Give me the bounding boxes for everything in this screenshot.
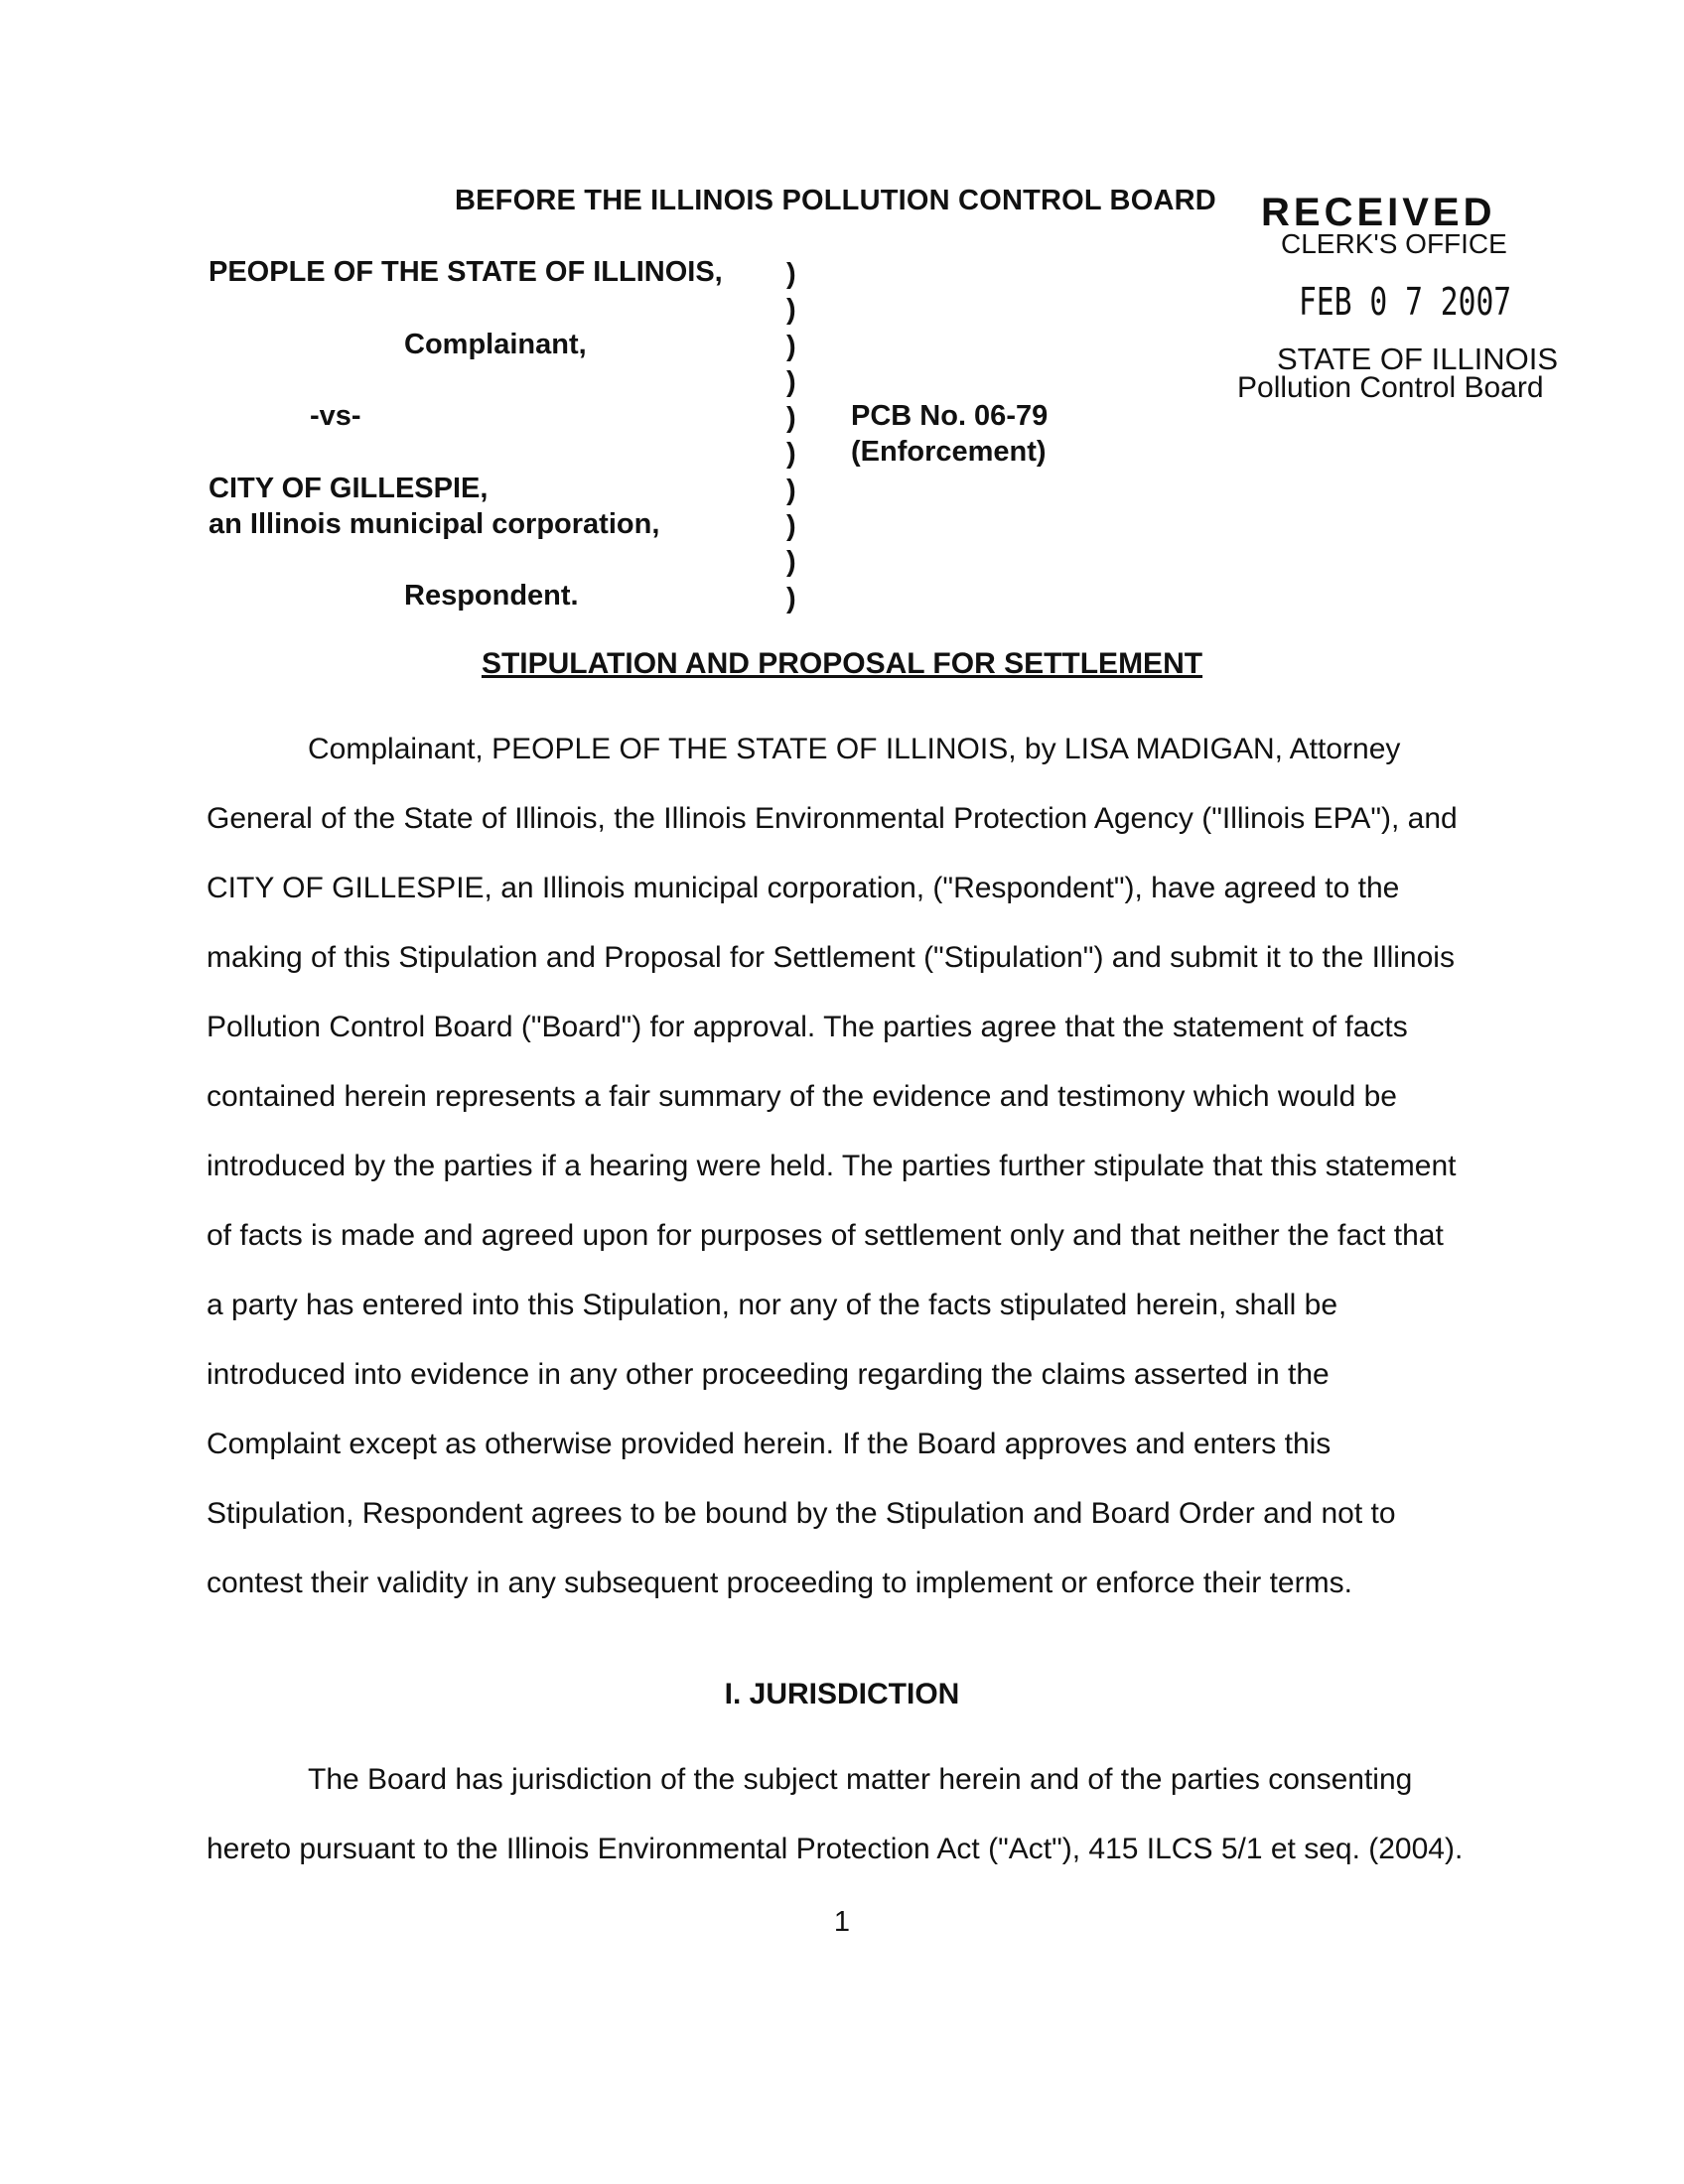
case-type: (Enforcement) (851, 436, 1047, 468)
stamp-board: Pollution Control Board (1237, 371, 1544, 404)
complainant-name: PEOPLE OF THE STATE OF ILLINOIS, (209, 256, 723, 288)
document-title: STIPULATION AND PROPOSAL FOR SETTLEMENT (481, 647, 1203, 680)
case-number: PCB No. 06-79 (851, 400, 1049, 432)
text-line: of facts is made and agreed upon for purposes of settlement only and that neither the fact that (207, 1219, 1444, 1252)
text-line: contest their validity in any subsequent proceeding to implement or enforce their terms. (207, 1567, 1352, 1599)
stamp-clerks-office: CLERK'S OFFICE (1281, 228, 1507, 259)
paren: ) (786, 294, 796, 327)
text-line: The Board has jurisdiction of the subject matter herein and of the parties consenting (308, 1763, 1413, 1796)
board-heading: BEFORE THE ILLINOIS POLLUTION CONTROL BOARD (455, 185, 1216, 216)
paren: ) (786, 365, 796, 398)
text-line: making of this Stipulation and Proposal for Settlement ("Stipulation") and submit it to the Illinois (207, 941, 1455, 974)
section-heading-jurisdiction: I. JURISDICTION (724, 1678, 960, 1710)
complainant-role: Complainant, (404, 329, 587, 360)
respondent-name: CITY OF GILLESPIE, (209, 473, 489, 504)
paren: ) (786, 402, 796, 435)
text-line: introduced into evidence in any other proceeding regarding the claims asserted in the (207, 1358, 1330, 1391)
paren: ) (786, 582, 796, 614)
paren: ) (786, 258, 796, 290)
stamp-state: STATE OF ILLINOIS (1277, 341, 1559, 376)
text-line: hereto pursuant to the Illinois Environmental Protection Act ("Act"), 415 ILCS 5/1 et seq. (2004). (207, 1833, 1464, 1865)
stamp-date: FEB 0 7 2007 (1299, 280, 1512, 324)
stamp-received-text: RECEIVED (1261, 191, 1496, 234)
paren: ) (786, 330, 796, 362)
text-line: introduced by the parties if a hearing were held. The parties further stipulate that this statement (207, 1150, 1457, 1182)
versus-label: -vs- (310, 400, 361, 432)
text-line: Complainant, PEOPLE OF THE STATE OF ILLINOIS, by LISA MADIGAN, Attorney (308, 733, 1401, 765)
page-number: 1 (833, 1906, 851, 1938)
text-line: Pollution Control Board ("Board") for approval. The parties agree that the statement of facts (207, 1011, 1408, 1043)
paren: ) (786, 474, 796, 506)
text-line: a party has entered into this Stipulation, nor any of the facts stipulated herein, shall be (207, 1289, 1338, 1321)
paren: ) (786, 438, 796, 471)
text-line: General of the State of Illinois, the Illinois Environmental Protection Agency ("Illinois EPA"), and (207, 802, 1458, 835)
paren: ) (786, 510, 796, 543)
text-line: Stipulation, Respondent agrees to be bound by the Stipulation and Board Order and not to (207, 1497, 1396, 1530)
text-line: CITY OF GILLESPIE, an Illinois municipal corporation, ("Respondent"), have agreed to the (207, 872, 1400, 904)
paren: ) (786, 546, 796, 579)
paragraph-jurisdiction (207, 1745, 1487, 1884)
respondent-role: Respondent. (404, 580, 579, 612)
text-line: Complaint except as otherwise provided herein. If the Board approves and enters this (207, 1428, 1332, 1460)
paragraph-intro (207, 715, 1487, 1618)
text-line: contained herein represents a fair summary of the evidence and testimony which would be (207, 1080, 1397, 1113)
respondent-description: an Illinois municipal corporation, (209, 508, 660, 540)
caption-parentheses (786, 256, 806, 616)
